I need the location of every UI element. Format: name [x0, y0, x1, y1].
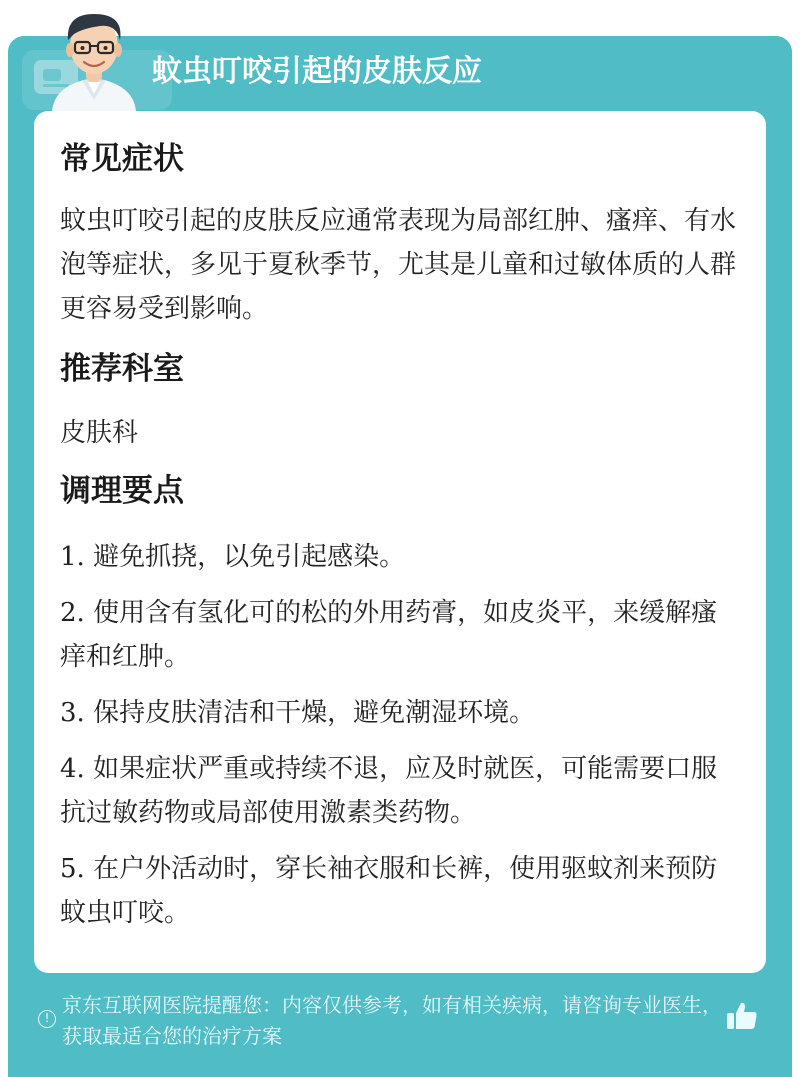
item-text: 使用含有氢化可的松的外用药膏，如皮炎平，来缓解瘙痒和红肿。: [60, 598, 718, 672]
item-text: 保持皮肤清洁和干燥，避免潮湿环境。: [93, 698, 536, 728]
item-number: 3.: [60, 698, 85, 728]
care-heading: 调理要点: [60, 473, 184, 509]
care-item: [60, 747, 740, 835]
item-text: 避免抓挠，以免引起感染。: [93, 542, 406, 572]
item-number: 2.: [60, 598, 85, 628]
item-text: 如果症状严重或持续不退，应及时就医，可能需要口服抗过敏药物或局部使用激素类药物。: [60, 754, 718, 828]
symptoms-text: 蚊虫叮咬引起的皮肤反应通常表现为局部红肿、瘙痒、有水泡等症状，多见于夏秋季节，尤其是儿童和过敏体质的人群更容易受到影响。: [60, 206, 737, 324]
content-panel: [34, 111, 766, 973]
item-number: 5.: [60, 854, 85, 884]
item-number: 1.: [60, 542, 85, 572]
footer-disclaimer: 京东互联网医院提醒您：内容仅供参考，如有相关疾病，请咨询专业医生，获取最适合您的治疗方案: [62, 993, 722, 1048]
care-item: [60, 535, 740, 579]
care-item: [60, 691, 740, 735]
doctor-avatar: [44, 4, 144, 112]
item-number: 4.: [60, 754, 85, 784]
thumbs-up-icon[interactable]: [724, 998, 760, 1034]
item-text: 在户外活动时，穿长袖衣服和长裤，使用驱蚊剂来预防蚊虫叮咬。: [60, 854, 718, 928]
department-text: 皮肤科: [60, 418, 139, 448]
info-icon: !: [38, 1010, 56, 1028]
care-item: [60, 591, 740, 679]
care-item: [60, 847, 740, 935]
symptoms-heading: 常见症状: [60, 141, 184, 177]
department-heading: 推荐科室: [60, 351, 184, 387]
page-title: 蚊虫叮咬引起的皮肤反应: [152, 54, 482, 89]
